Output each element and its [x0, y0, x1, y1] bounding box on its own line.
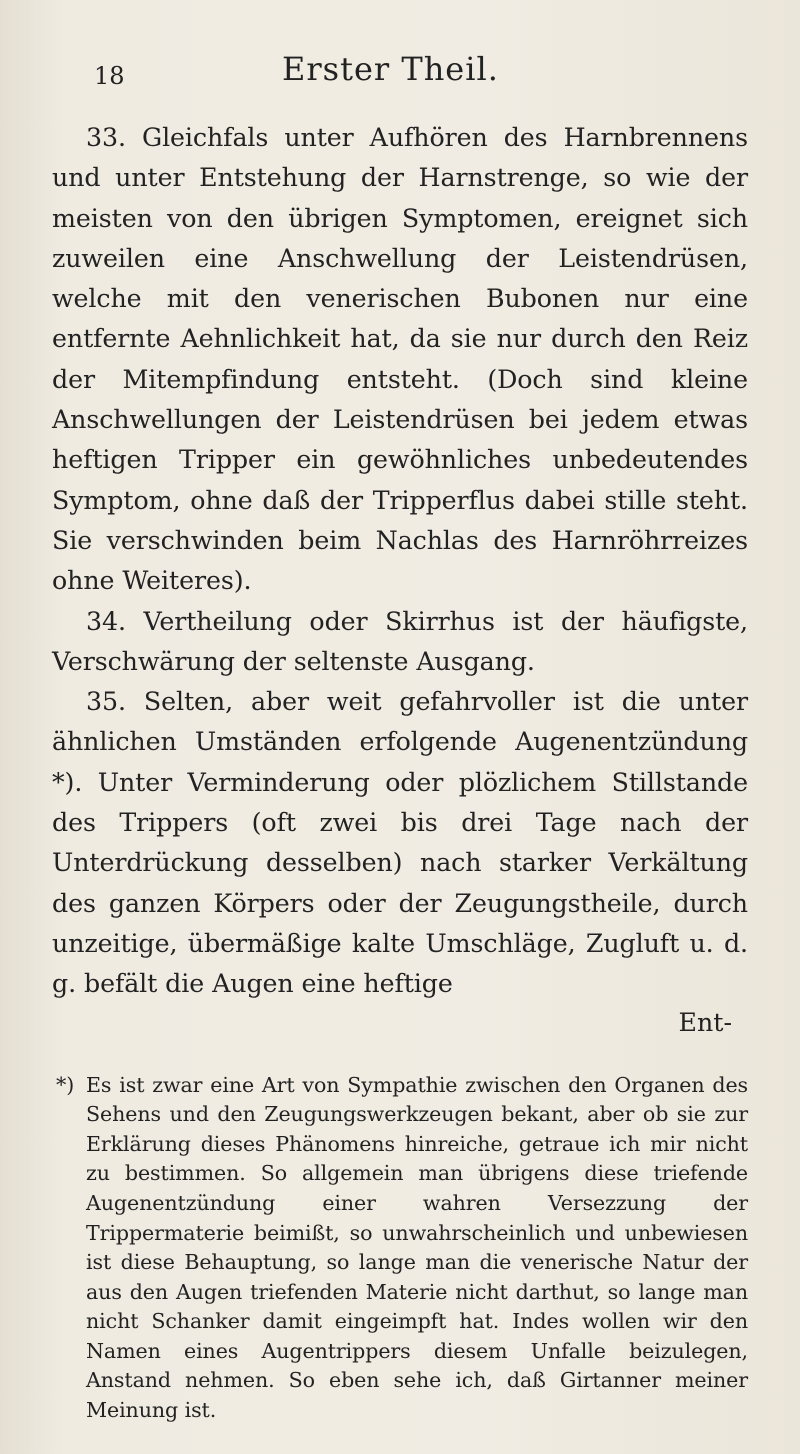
- paragraph-33: 33. Gleichfals unter Aufhören des Harnbrennens und unter Entstehung der Harnstrenge, so wie der meisten von den übrigen Symptomen, ereignet sich zuweilen eine Anschwellung der Leistendrüsen, welche mit den venerischen Bubonen nur eine entfernte Aehnlichkeit hat, da sie nur durch den Reiz der Mitempfindung entsteht. (Doch sind kleine Anschwellungen der Leistendrüsen bei jedem etwas heftigen Tripper ein gewöhnliches unbedeutendes Symptom, ohne daß der Tripperflus dabei stille steht. Sie verschwinden beim Nachlas des Harnröhrreizes ohne Weiteres).: [52, 123, 748, 596]
- page-number: 18: [94, 62, 125, 90]
- footnote-marker: *): [56, 1072, 75, 1097]
- catchword: Ent-: [678, 1007, 732, 1037]
- main-text: [52, 118, 748, 1005]
- paragraph-34: 34. Vertheilung oder Skirrhus ist der häufigste, Verschwärung der seltenste Ausgang.: [52, 606, 748, 676]
- footnote-text: Es ist zwar eine Art von Sympathie zwischen den Organen des Sehens und den Zeugungswerkzeugen bekant, aber ob sie zur Erklärung dieses Phänomens hinreiche, getraue ich mir nicht zu bestimmen. So allgemein man übrigens diese triefende Augenentzündung einer wahren Versezzung der Trippermaterie beimißt, so unwahrscheinlich und unbewiesen ist diese Behauptung, so lange man die venerische Natur der aus den Augen triefenden Materie nicht darthut, so lange man nicht Schanker damit eingeimpft hat. Indes wollen wir den Namen eines Augentrippers diesem Unfalle beizulegen, Anstand nehmen. So eben sehe ich, daß Girtanner meiner Meinung ist.: [86, 1072, 748, 1423]
- page-header: [52, 48, 748, 92]
- paragraph-35: 35. Selten, aber weit gefahrvoller ist die unter ähnlichen Umständen erfolgende Augenentzündung *). Unter Verminderung oder plözlichem Stillstande des Trippers (oft zwei bis drei Tage nach der Unterdrückung desselben) nach starker Verkältung des ganzen Körpers oder der Zeugungstheile, durch unzeitige, übermäßige kalte Umschläge, Zugluft u. d. g. befält die Augen eine heftige: [52, 687, 748, 999]
- footnote: [52, 1071, 748, 1426]
- running-head: Erster Theil.: [282, 50, 499, 88]
